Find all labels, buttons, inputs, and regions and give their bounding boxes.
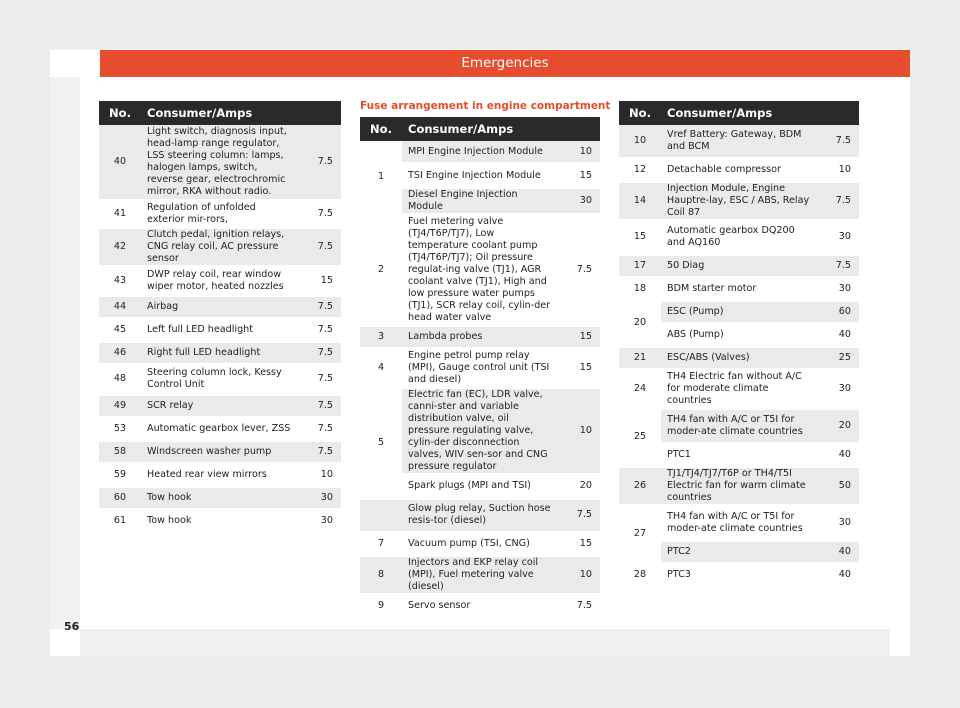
- fuse-amps: 40: [817, 542, 859, 565]
- fuse-amps: 20: [817, 410, 859, 445]
- fuse-amps: 30: [817, 279, 859, 302]
- fuse-number: 48: [99, 366, 141, 396]
- fuse-amps: 30: [817, 507, 859, 542]
- table-row: [360, 216, 600, 327]
- fuse-amps: 7.5: [299, 229, 341, 268]
- fuse-amps: 10: [558, 557, 600, 596]
- fuse-consumer: DWP relay coil, rear window wiper motor, heated nozzles: [141, 268, 299, 297]
- fuse-amps: 7.5: [817, 256, 859, 279]
- fuse-number: 43: [99, 268, 141, 297]
- fuse-number: 58: [99, 442, 141, 465]
- table-row: [99, 442, 341, 465]
- fuse-consumer: Fuel metering valve (TJ4/T6P/TJ7), Low temperature coolant pump (TJ4/T6P/TJ7); Oil pressure regulat-ing valve (TJ1), AGR coolant valve (TJ1), High and low pressure water pumps (TJ1), SCR relay coil, cylin-der head water valve: [402, 216, 558, 327]
- fuse-consumer: Glow plug relay, Suction hose resis-tor (diesel): [402, 500, 558, 534]
- section-title: Emergencies: [461, 55, 549, 71]
- table-row: [619, 565, 859, 588]
- fuse-consumer: Detachable compressor: [661, 160, 817, 183]
- fuse-number: 42: [99, 229, 141, 268]
- fuse-consumer: Clutch pedal, ignition relays, CNG relay coil, AC pressure sensor: [141, 229, 299, 268]
- fuse-amps: 10: [817, 160, 859, 183]
- fuse-number: 59: [99, 465, 141, 488]
- fuse-number: 12: [619, 160, 661, 183]
- fuse-number: 17: [619, 256, 661, 279]
- fuse-number: 46: [99, 343, 141, 366]
- fuse-consumer: TJ1/TJ4/TJ7/T6P or TH4/T5I Electric fan for warm climate countries: [661, 468, 817, 507]
- table-row: [619, 222, 859, 256]
- fuse-amps: 15: [558, 327, 600, 350]
- fuse-amps: 7.5: [558, 500, 600, 534]
- col-header-no: No.: [360, 117, 402, 141]
- table-row: [360, 327, 600, 350]
- fuse-consumer: SCR relay: [141, 396, 299, 419]
- fuse-number: 40: [99, 125, 141, 202]
- fuse-number: 28: [619, 565, 661, 588]
- fuse-consumer: Tow hook: [141, 511, 299, 534]
- fuse-amps: 60: [817, 302, 859, 325]
- table-row: [360, 141, 600, 165]
- fuse-amps: 7.5: [299, 343, 341, 366]
- fuse-consumer: Vacuum pump (TSI, CNG): [402, 534, 558, 557]
- table-row: [360, 596, 600, 619]
- table-row: [99, 366, 341, 396]
- fuse-consumer: PTC2: [661, 542, 817, 565]
- fuse-consumer: BDM starter motor: [661, 279, 817, 302]
- fuse-amps: 7.5: [558, 596, 600, 619]
- fuse-amps: 15: [558, 350, 600, 389]
- table-row: [99, 202, 341, 229]
- fuse-number: 10: [619, 125, 661, 160]
- fuse-number: 49: [99, 396, 141, 419]
- fuse-amps: 7.5: [299, 366, 341, 396]
- table-row: [99, 229, 341, 268]
- fuse-number: 25: [619, 410, 661, 468]
- fuse-consumer: ESC/ABS (Valves): [661, 348, 817, 371]
- fuse-amps: 10: [558, 141, 600, 165]
- fuse-amps: 30: [558, 189, 600, 216]
- fuse-amps: 30: [817, 222, 859, 256]
- fuse-consumer: Diesel Engine Injection Module: [402, 189, 558, 216]
- fuse-consumer: Left full LED headlight: [141, 320, 299, 343]
- fuse-number: 4: [360, 350, 402, 389]
- fuse-amps: 7.5: [299, 442, 341, 465]
- fuse-consumer: Vref Battery: Gateway, BDM and BCM: [661, 125, 817, 160]
- fuse-consumer: Automatic gearbox lever, ZSS: [141, 419, 299, 442]
- fuse-consumer: Airbag: [141, 297, 299, 320]
- fuse-number: 9: [360, 596, 402, 619]
- fuse-amps: 30: [299, 511, 341, 534]
- fuse-number: 18: [619, 279, 661, 302]
- table-row: [360, 534, 600, 557]
- left-gutter: [50, 77, 80, 629]
- fuse-number: 45: [99, 320, 141, 343]
- fuse-consumer: Servo sensor: [402, 596, 558, 619]
- fuse-number: 44: [99, 297, 141, 320]
- fuse-consumer: Automatic gearbox DQ200 and AQ160: [661, 222, 817, 256]
- table-row: [99, 396, 341, 419]
- fuse-number: 26: [619, 468, 661, 507]
- table-row: [99, 268, 341, 297]
- fuse-amps: 50: [817, 468, 859, 507]
- fuse-consumer: TH4 fan with A/C or T5I for moder-ate climate countries: [661, 507, 817, 542]
- fuse-amps: 15: [299, 268, 341, 297]
- table-row: [360, 350, 600, 389]
- fuse-number: 7: [360, 534, 402, 557]
- table-row: [619, 125, 859, 160]
- fuse-consumer: Regulation of unfolded exterior mir-rors,: [141, 202, 299, 229]
- fuse-consumer: TH4 fan with A/C or T5I for moder-ate climate countries: [661, 410, 817, 445]
- fuse-amps: 40: [817, 325, 859, 348]
- fuse-amps: 7.5: [299, 320, 341, 343]
- table-row: [99, 343, 341, 366]
- fuse-consumer: Heated rear view mirrors: [141, 465, 299, 488]
- engine-compartment-title: Fuse arrangement in engine compartment: [360, 100, 611, 112]
- fuse-number: 14: [619, 183, 661, 222]
- fuse-amps: 7.5: [817, 125, 859, 160]
- fuse-consumer: Electric fan (EC), LDR valve, canni-ster and variable distribution valve, oil pressure regulating valve, cylin-der disconnection valves, WIV sen-sor and CNG pressure regulator: [402, 389, 558, 476]
- table-row: [99, 297, 341, 320]
- section-band: [100, 50, 910, 77]
- fuse-number: [360, 500, 402, 534]
- table-row: [99, 511, 341, 534]
- fuse-consumer: Engine petrol pump relay (MPI), Gauge control unit (TSI and diesel): [402, 350, 558, 389]
- fuse-amps: 40: [817, 565, 859, 588]
- fuse-consumer: Steering column lock, Kessy Control Unit: [141, 366, 299, 396]
- fuse-amps: 7.5: [817, 183, 859, 222]
- table-row: [619, 183, 859, 222]
- fuse-number: 15: [619, 222, 661, 256]
- table-row: [619, 160, 859, 183]
- fuse-consumer: Injection Module, Engine Hauptre-lay, ESC / ABS, Relay Coil 87: [661, 183, 817, 222]
- fuse-consumer: Spark plugs (MPI and TSI): [402, 476, 558, 500]
- table-row: [619, 256, 859, 279]
- table-row: [619, 410, 859, 445]
- fuse-consumer: MPI Engine Injection Module: [402, 141, 558, 165]
- fuse-amps: 15: [558, 165, 600, 189]
- header-bar: [50, 50, 910, 77]
- col-header-consumer: Consumer/Amps: [402, 117, 600, 141]
- fuse-consumer: ESC (Pump): [661, 302, 817, 325]
- fuse-consumer: Windscreen washer pump: [141, 442, 299, 465]
- col-header-consumer: Consumer/Amps: [141, 101, 341, 125]
- fuse-amps: 10: [299, 465, 341, 488]
- fuse-consumer: Lambda probes: [402, 327, 558, 350]
- fuse-consumer: PTC3: [661, 565, 817, 588]
- fuse-amps: 7.5: [299, 125, 341, 202]
- col-header-consumer: Consumer/Amps: [661, 101, 859, 125]
- fuse-consumer: Tow hook: [141, 488, 299, 511]
- fuse-amps: 7.5: [299, 297, 341, 320]
- fuse-number: 20: [619, 302, 661, 348]
- fuse-number: 24: [619, 371, 661, 410]
- fuse-consumer: Light switch, diagnosis input, head-lamp range regulator, LSS steering column: lamps, halogen lamps, switch, reverse gear, electrochromic mirror, RKA without radio.: [141, 125, 299, 202]
- fuse-number: 3: [360, 327, 402, 350]
- fuse-number: 8: [360, 557, 402, 596]
- fuse-number: 61: [99, 511, 141, 534]
- table-row: [360, 500, 600, 534]
- left-fuse-table: [99, 101, 341, 534]
- middle-fuse-table: [360, 117, 600, 619]
- fuse-number: 27: [619, 507, 661, 565]
- table-row: [99, 465, 341, 488]
- fuse-amps: 7.5: [558, 216, 600, 327]
- table-row: [619, 468, 859, 507]
- right-fuse-table: [619, 101, 859, 588]
- fuse-number: 53: [99, 419, 141, 442]
- fuse-consumer: TH4 Electric fan without A/C for moderate climate countries: [661, 371, 817, 410]
- fuse-consumer: Right full LED headlight: [141, 343, 299, 366]
- fuse-amps: 10: [558, 389, 600, 476]
- table-row: [619, 348, 859, 371]
- fuse-amps: 25: [817, 348, 859, 371]
- fuse-consumer: TSI Engine Injection Module: [402, 165, 558, 189]
- fuse-amps: 7.5: [299, 202, 341, 229]
- fuse-amps: 30: [817, 371, 859, 410]
- fuse-amps: 7.5: [299, 396, 341, 419]
- col-header-no: No.: [99, 101, 141, 125]
- table-row: [619, 279, 859, 302]
- fuse-consumer: 50 Diag: [661, 256, 817, 279]
- fuse-number: 2: [360, 216, 402, 327]
- page-number: 56: [64, 620, 80, 633]
- table-row: [99, 320, 341, 343]
- fuse-amps: 20: [558, 476, 600, 500]
- table-row: [619, 302, 859, 325]
- fuse-amps: 15: [558, 534, 600, 557]
- table-row: [619, 507, 859, 542]
- fuse-consumer: Injectors and EKP relay coil (MPI), Fuel metering valve (diesel): [402, 557, 558, 596]
- fuse-number: 21: [619, 348, 661, 371]
- fuse-number: 41: [99, 202, 141, 229]
- table-row: [619, 371, 859, 410]
- table-row: [360, 557, 600, 596]
- table-row: [99, 125, 341, 202]
- table-row: [360, 389, 600, 476]
- table-row: [99, 419, 341, 442]
- fuse-number: 1: [360, 141, 402, 216]
- table-row: [99, 488, 341, 511]
- col-header-no: No.: [619, 101, 661, 125]
- bottom-gutter: [80, 629, 890, 656]
- fuse-number: 5: [360, 389, 402, 500]
- fuse-consumer: ABS (Pump): [661, 325, 817, 348]
- fuse-amps: 30: [299, 488, 341, 511]
- fuse-amps: 7.5: [299, 419, 341, 442]
- fuse-consumer: PTC1: [661, 445, 817, 468]
- fuse-number: 60: [99, 488, 141, 511]
- fuse-amps: 40: [817, 445, 859, 468]
